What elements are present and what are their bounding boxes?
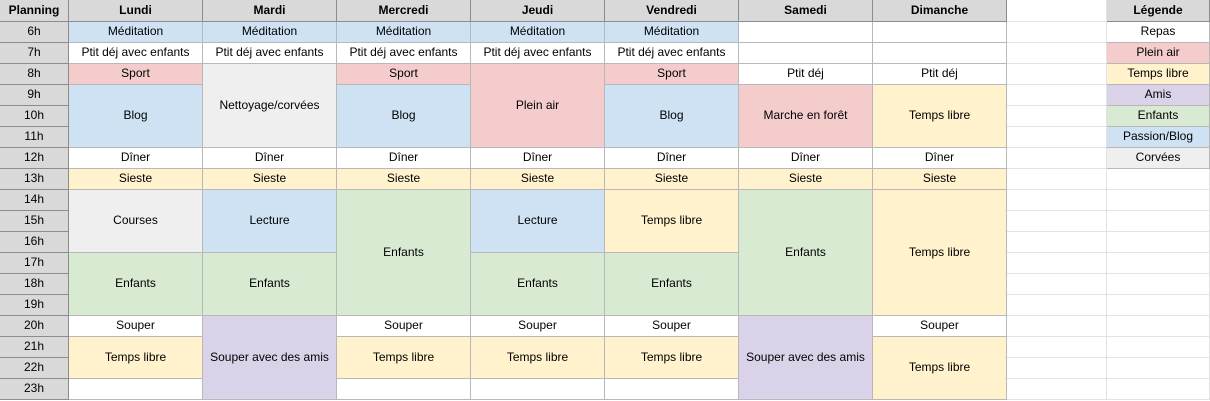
empty-cell[interactable] [1007,85,1107,106]
hour-18h[interactable]: 18h [0,274,69,295]
empty-cell[interactable] [1107,211,1210,232]
hour-22h[interactable]: 22h [0,358,69,379]
activity-sport[interactable]: Sport [69,64,203,85]
activity-ptit-d-j[interactable]: Ptit déj [739,64,873,85]
activity-sieste[interactable]: Sieste [739,169,873,190]
empty-cell[interactable] [1007,190,1107,211]
activity-sieste[interactable]: Sieste [471,169,605,190]
activity-lecture[interactable]: Lecture [471,190,605,253]
activity-enfants[interactable]: Enfants [739,190,873,316]
header-day-mardi[interactable]: Mardi [203,0,337,22]
activity-ptit-d-j-avec-enfants[interactable]: Ptit déj avec enfants [471,43,605,64]
activity-plein-air[interactable]: Plein air [471,64,605,148]
hour-12h[interactable]: 12h [0,148,69,169]
activity-souper[interactable]: Souper [69,316,203,337]
empty-cell[interactable] [1107,316,1210,337]
activity-d-ner[interactable]: Dîner [337,148,471,169]
header-day-lundi[interactable]: Lundi [69,0,203,22]
empty-cell[interactable] [1107,274,1210,295]
activity-temps-libre[interactable]: Temps libre [873,85,1007,148]
hour-13h[interactable]: 13h [0,169,69,190]
activity-d-ner[interactable]: Dîner [69,148,203,169]
activity-courses[interactable]: Courses [69,190,203,253]
empty-cell[interactable] [1007,169,1107,190]
header-legende[interactable]: Légende [1107,0,1210,22]
activity-sport[interactable]: Sport [337,64,471,85]
header-planning[interactable]: Planning [0,0,69,22]
activity-enfants[interactable]: Enfants [203,253,337,316]
header-day-vendredi[interactable]: Vendredi [605,0,739,22]
activity-m-ditation[interactable]: Méditation [203,22,337,43]
empty-slot[interactable] [739,22,873,43]
legend-item-corvees[interactable]: Corvées [1107,148,1210,169]
activity-lecture[interactable]: Lecture [203,190,337,253]
activity-temps-libre[interactable]: Temps libre [605,190,739,253]
empty-cell[interactable] [1107,190,1210,211]
empty-cell[interactable] [1107,295,1210,316]
activity-d-ner[interactable]: Dîner [471,148,605,169]
empty-cell[interactable] [1007,316,1107,337]
hour-14h[interactable]: 14h [0,190,69,211]
activity-temps-libre[interactable]: Temps libre [337,337,471,379]
empty-cell[interactable] [1007,379,1107,400]
legend-item-passion_blog[interactable]: Passion/Blog [1107,127,1210,148]
activity-ptit-d-j-avec-enfants[interactable]: Ptit déj avec enfants [337,43,471,64]
activity-sieste[interactable]: Sieste [203,169,337,190]
hour-17h[interactable]: 17h [0,253,69,274]
hour-8h[interactable]: 8h [0,64,69,85]
activity-sport[interactable]: Sport [605,64,739,85]
activity-d-ner[interactable]: Dîner [203,148,337,169]
activity-enfants[interactable]: Enfants [337,190,471,316]
legend-item-repas[interactable]: Repas [1107,22,1210,43]
hour-20h[interactable]: 20h [0,316,69,337]
empty-cell[interactable] [1107,358,1210,379]
activity-temps-libre[interactable]: Temps libre [69,337,203,379]
hour-11h[interactable]: 11h [0,127,69,148]
empty-cell[interactable] [1007,232,1107,253]
activity-souper[interactable]: Souper [873,316,1007,337]
empty-cell[interactable] [1007,253,1107,274]
header-day-mercredi[interactable]: Mercredi [337,0,471,22]
activity-m-ditation[interactable]: Méditation [471,22,605,43]
hour-9h[interactable]: 9h [0,85,69,106]
empty-cell[interactable] [1007,106,1107,127]
hour-19h[interactable]: 19h [0,295,69,316]
activity-souper[interactable]: Souper [337,316,471,337]
activity-enfants[interactable]: Enfants [605,253,739,316]
activity-temps-libre[interactable]: Temps libre [471,337,605,379]
header-day-samedi[interactable]: Samedi [739,0,873,22]
activity-temps-libre[interactable]: Temps libre [873,190,1007,316]
activity-enfants[interactable]: Enfants [471,253,605,316]
empty-column-header[interactable] [1007,0,1107,22]
activity-sieste[interactable]: Sieste [605,169,739,190]
hour-23h[interactable]: 23h [0,379,69,400]
empty-cell[interactable] [1007,43,1107,64]
activity-sieste[interactable]: Sieste [69,169,203,190]
hour-16h[interactable]: 16h [0,232,69,253]
empty-cell[interactable] [1007,148,1107,169]
empty-cell[interactable] [1107,337,1210,358]
empty-slot[interactable] [873,43,1007,64]
hour-10h[interactable]: 10h [0,106,69,127]
empty-cell[interactable] [1107,232,1210,253]
empty-slot[interactable] [739,43,873,64]
hour-21h[interactable]: 21h [0,337,69,358]
legend-item-amis[interactable]: Amis [1107,85,1210,106]
activity-m-ditation[interactable]: Méditation [69,22,203,43]
legend-item-temps_libre[interactable]: Temps libre [1107,64,1210,85]
activity-marche-en-for-t[interactable]: Marche en forêt [739,85,873,148]
activity-enfants[interactable]: Enfants [69,253,203,316]
activity-sieste[interactable]: Sieste [873,169,1007,190]
activity-temps-libre[interactable]: Temps libre [605,337,739,379]
empty-slot[interactable] [873,22,1007,43]
empty-cell[interactable] [1107,379,1210,400]
activity-ptit-d-j-avec-enfants[interactable]: Ptit déj avec enfants [69,43,203,64]
empty-cell[interactable] [1107,253,1210,274]
empty-cell[interactable] [1007,295,1107,316]
activity-blog[interactable]: Blog [69,85,203,148]
activity-blog[interactable]: Blog [605,85,739,148]
empty-cell[interactable] [1007,337,1107,358]
empty-cell[interactable] [1007,127,1107,148]
hour-7h[interactable]: 7h [0,43,69,64]
legend-item-enfants[interactable]: Enfants [1107,106,1210,127]
activity-d-ner[interactable]: Dîner [739,148,873,169]
activity-ptit-d-j-avec-enfants[interactable]: Ptit déj avec enfants [605,43,739,64]
activity-temps-libre[interactable]: Temps libre [873,337,1007,400]
activity-sieste[interactable]: Sieste [337,169,471,190]
activity-blog[interactable]: Blog [337,85,471,148]
activity-m-ditation[interactable]: Méditation [605,22,739,43]
activity-nettoyage-corv-es[interactable]: Nettoyage/corvées [203,64,337,148]
empty-cell[interactable] [1107,169,1210,190]
activity-ptit-d-j[interactable]: Ptit déj [873,64,1007,85]
empty-cell[interactable] [1007,358,1107,379]
activity-m-ditation[interactable]: Méditation [337,22,471,43]
activity-d-ner[interactable]: Dîner [873,148,1007,169]
empty-cell[interactable] [1007,211,1107,232]
activity-souper-avec-des-amis[interactable]: Souper avec des amis [739,316,873,400]
activity-souper-avec-des-amis[interactable]: Souper avec des amis [203,316,337,400]
activity-souper[interactable]: Souper [471,316,605,337]
empty-slot[interactable] [605,379,739,400]
empty-slot[interactable] [471,379,605,400]
activity-d-ner[interactable]: Dîner [605,148,739,169]
header-day-jeudi[interactable]: Jeudi [471,0,605,22]
hour-15h[interactable]: 15h [0,211,69,232]
empty-slot[interactable] [337,379,471,400]
header-day-dimanche[interactable]: Dimanche [873,0,1007,22]
empty-cell[interactable] [1007,64,1107,85]
legend-item-plein_air[interactable]: Plein air [1107,43,1210,64]
empty-slot[interactable] [69,379,203,400]
hour-6h[interactable]: 6h [0,22,69,43]
activity-souper[interactable]: Souper [605,316,739,337]
activity-ptit-d-j-avec-enfants[interactable]: Ptit déj avec enfants [203,43,337,64]
empty-cell[interactable] [1007,22,1107,43]
empty-cell[interactable] [1007,274,1107,295]
